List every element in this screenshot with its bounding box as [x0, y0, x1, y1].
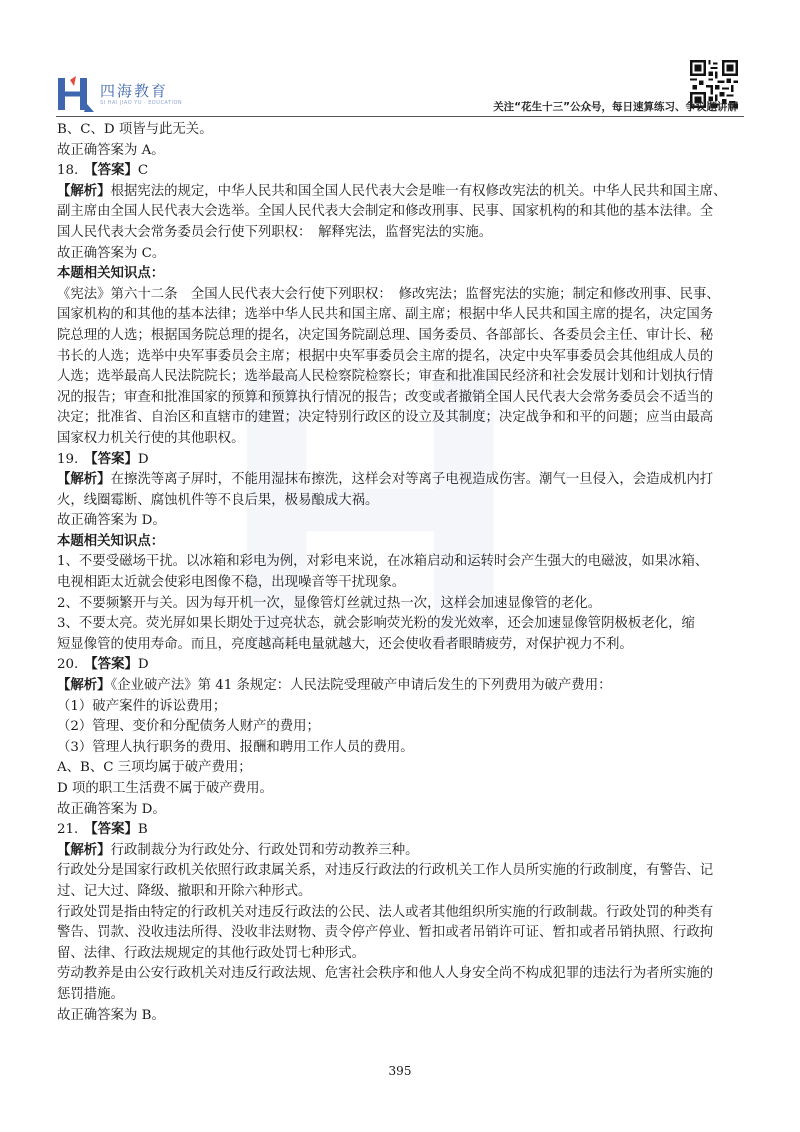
- question-number: 21.: [57, 822, 79, 838]
- question-number: 18.: [57, 163, 79, 179]
- text-line: [57, 985, 747, 1006]
- line-text: 故正确答案为 D。: [57, 513, 166, 529]
- logo-mark-icon: [56, 74, 96, 114]
- text-line: [57, 820, 747, 841]
- text-line: [57, 758, 747, 779]
- text-line: [57, 326, 747, 347]
- text-line: [57, 285, 747, 306]
- line-text: 留、法律、行政法规规定的其他行政处罚七种形式。: [57, 945, 365, 961]
- question-number: 20.: [57, 657, 79, 673]
- line-text: 故正确答案为 D。: [57, 801, 166, 817]
- knowledge-heading: 本题相关知识点：: [57, 533, 165, 549]
- text-line: [57, 841, 747, 862]
- line-text: 警告、罚款、没收违法所得、没收非法财物、责令停产停业、暂扣或者吊销许可证、暂扣或者吊销执照、行政拘: [57, 925, 714, 941]
- follow-notice: 关注“花生十三”公众号，每日速算练习、争议题讲解: [493, 101, 738, 113]
- document-body: [57, 120, 747, 1026]
- line-text: 国人民代表大会常务委员会行使下列职权： 解释宪法，监督宪法的实施。: [57, 224, 493, 240]
- text-line: [57, 903, 747, 924]
- text-line: [57, 511, 747, 532]
- text-line: [57, 141, 747, 162]
- text-line: [57, 1006, 747, 1027]
- line-text: 故正确答案为 B。: [57, 1007, 165, 1023]
- line-text: 《宪法》第六十二条 全国人民代表大会行使下列职权： 修改宪法；监督宪法的实施；制定和修改刑事、民事、: [57, 286, 720, 302]
- line-text: 1、不要受磁场干扰。以冰箱和彩电为例，对彩电来说，在冰箱启动和运转时会产生强大的电磁波，如果冰箱、: [57, 554, 709, 570]
- section-tag: 【解析】: [57, 472, 111, 488]
- text-line: [57, 244, 747, 265]
- text-line: [57, 944, 747, 965]
- text-line: [57, 655, 747, 676]
- line-text: 惩罚措施。: [57, 986, 124, 1002]
- text-line: [57, 800, 747, 821]
- line-text: 根据宪法的规定，中华人民共和国全国人民代表大会是唯一有权修改宪法的机关。中华人民共和国主席、: [110, 183, 727, 199]
- line-text: 行政制裁分为行政处分、行政处罚和劳动教养三种。: [110, 842, 419, 858]
- line-text: 院总理的人选；根据国务院总理的提名，决定国务院副总理、国务委员、各部部长、各委员会主任、审计长、秘: [57, 327, 714, 343]
- text-line: [57, 202, 747, 223]
- line-text: 书长的人选；选举中央军事委员会主席；根据中央军事委员会主席的提名，决定中央军事委员会其他组成人员的: [57, 348, 714, 364]
- text-line: [57, 717, 747, 738]
- knowledge-heading: 本题相关知识点：: [57, 266, 165, 282]
- page-header: [0, 0, 800, 118]
- section-tag: 【答案】: [84, 657, 138, 673]
- line-text: D: [137, 657, 149, 673]
- text-line: [57, 429, 747, 450]
- line-text: B、C、D 项皆与此无关。: [57, 122, 213, 137]
- line-text: 过、记大过、降级、撤职和开除六种形式。: [57, 883, 312, 899]
- section-tag: 【答案】: [84, 822, 138, 838]
- question-number: 19.: [57, 451, 79, 467]
- line-text: 3、不要太亮。荧光屏如果长期处于过亮状态，就会影响荧光粉的发光效率，还会加速显像管阴极板老化，缩: [57, 616, 695, 632]
- text-line: [57, 450, 747, 471]
- header-divider: [56, 116, 744, 117]
- text-line: [57, 470, 747, 491]
- text-line: [57, 264, 747, 285]
- text-line: [57, 882, 747, 903]
- line-text: 《企业破产法》第 41 条规定：人民法院受理破产申请后发生的下列费用为破产费用：: [110, 678, 612, 694]
- line-text: D: [137, 451, 149, 467]
- text-line: [57, 552, 747, 573]
- text-line: [57, 697, 747, 718]
- section-tag: 【解析】: [57, 678, 111, 694]
- text-line: [57, 408, 747, 429]
- line-text: （1）破产案件的诉讼费用；: [57, 698, 227, 714]
- logo-name: 四海教育: [100, 82, 169, 100]
- line-text: C: [137, 163, 149, 179]
- line-text: 人选；选举最高人民法院院长；选举最高人民检察院检察长；审查和批准国民经济和社会发展计划和计划执行情: [57, 369, 714, 385]
- text-line: [57, 305, 747, 326]
- line-text: 在擦洗等离子屏时，不能用湿抹布擦洗，这样会对等离子电视造成伤害。潮气一旦侵入，会造成机内打: [110, 472, 714, 488]
- text-line: [57, 861, 747, 882]
- line-text: （2）管理、变价和分配债务人财产的费用；: [57, 719, 320, 735]
- page-number: 395: [388, 1064, 412, 1078]
- line-text: 火，线圈霉断、腐蚀机件等不良后果，极易酿成大祸。: [57, 492, 379, 508]
- text-line: [57, 923, 747, 944]
- text-line: [57, 635, 747, 656]
- text-line: [57, 491, 747, 512]
- line-text: 故正确答案为 A。: [57, 142, 165, 158]
- text-line: [57, 532, 747, 553]
- line-text: 行政处罚是指由特定的行政机关对违反行政法的公民、法人或者其他组织所实施的行政制裁。行政处罚的种类有: [57, 904, 714, 920]
- line-text: 况的报告；审查和批准国家的预算和预算执行情况的报告；改变或者撤销全国人民代表大会常务委员会不适当的: [57, 389, 714, 405]
- section-tag: 【答案】: [84, 163, 138, 179]
- line-text: 故正确答案为 C。: [57, 245, 166, 261]
- text-line: [57, 594, 747, 615]
- line-text: 短显像管的使用寿命。而且，亮度越高耗电量就越大，还会使收看者眼睛疲劳，对保护视力不利。: [57, 636, 633, 652]
- line-text: A、B、C 三项均属于破产费用；: [57, 760, 252, 776]
- text-line: [57, 182, 747, 203]
- line-text: D 项的职工生活费不属于破产费用。: [57, 781, 273, 796]
- logo-subtitle: SI HAI JIAO YU · EDUCATION: [100, 100, 183, 106]
- section-tag: 【解析】: [57, 842, 111, 858]
- text-line: [57, 676, 747, 697]
- text-line: [57, 779, 747, 800]
- line-text: 国家权力机关行使的其他职权。: [57, 430, 245, 446]
- line-text: 决定；批准省、自治区和直辖市的建置；决定特别行政区的设立及其制度；决定战争和和平的问题；应当由最高: [57, 410, 714, 426]
- line-text: B: [137, 822, 148, 838]
- section-tag: 【答案】: [84, 451, 138, 467]
- line-text: 副主席由全国人民代表大会选举。全国人民代表大会制定和修改刑事、民事、国家机构的和其他的基本法律。全: [57, 204, 714, 220]
- line-text: 电视相距太近就会使彩电图像不稳，出现噪音等干扰现象。: [57, 575, 406, 591]
- line-text: 劳动教养是由公安行政机关对违反行政法规、危害社会秩序和他人人身安全尚不构成犯罪的违法行为者所实施的: [57, 966, 714, 982]
- text-line: [57, 223, 747, 244]
- line-text: （3）管理人执行职务的费用、报酬和聘用工作人员的费用。: [57, 739, 414, 755]
- line-text: 国家机构的和其他的基本法律；选举中华人民共和国主席、副主席；根据中华人民共和国主席的提名，决定国务: [57, 307, 714, 323]
- text-line: [57, 388, 747, 409]
- text-line: [57, 347, 747, 368]
- brand-logo: [56, 74, 186, 114]
- text-line: [57, 614, 747, 635]
- line-text: 2、不要频繁开与关。因为每开机一次，显像管灯丝就过热一次，这样会加速显像管的老化。: [57, 595, 602, 611]
- section-tag: 【解析】: [57, 183, 111, 199]
- text-line: [57, 120, 747, 141]
- text-line: [57, 161, 747, 182]
- text-line: [57, 964, 747, 985]
- text-line: [57, 367, 747, 388]
- text-line: [57, 573, 747, 594]
- text-line: [57, 738, 747, 759]
- line-text: 行政处分是国家行政机关依照行政隶属关系，对违反行政法的行政机关工作人员所实施的行政制度，有警告、记: [57, 863, 714, 879]
